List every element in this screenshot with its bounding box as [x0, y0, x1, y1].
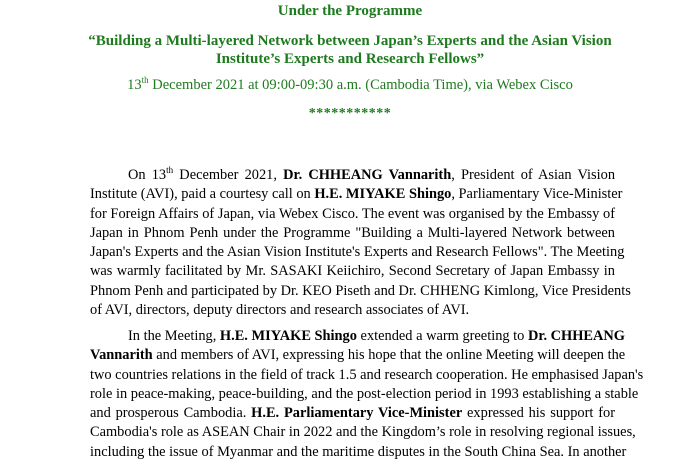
text-run: December 2021, — [173, 167, 284, 183]
paragraph-1-line — [90, 185, 623, 204]
text-run: and prosperous Cambodia. — [90, 405, 252, 422]
paragraph-2 — [90, 327, 644, 462]
paragraph-1-line — [90, 166, 615, 185]
text-run: In the Meeting, — [128, 328, 220, 344]
paragraph-2-line: two countries relations in the field of track 1.5 and research cooperation. He emphasised Japan's — [90, 366, 644, 383]
event-date-day: 13 — [127, 77, 142, 93]
person-name-bold: H.E. MIYAKE Shingo — [314, 186, 452, 203]
paragraph-2-line — [90, 327, 625, 346]
paragraph-1-line: was warmly facilitated by Mr. SASAKI Keiichiro, Second Secretary of Japan Embassy in — [90, 263, 615, 280]
text-run: On 13 — [128, 167, 167, 183]
paragraph-1-line: Japan's Experts and the Asian Vision Institute's Experts and Research Fellows". The Meeting — [90, 244, 625, 261]
programme-title-line-1: “Building a Multi-layered Network between Japan’s Experts and the Asian Vision — [88, 33, 612, 49]
text-run: , President of Asian Vision — [451, 167, 616, 183]
title-bold: H.E. Parliamentary Vice-Minister — [251, 405, 463, 422]
text-run: Institute (AVI), paid a courtesy call on — [90, 186, 315, 203]
separator-stars: *********** — [308, 106, 392, 121]
paragraph-1-line: of AVI, directors, deputy directors and research associates of AVI. — [90, 302, 470, 319]
event-date — [0, 75, 700, 95]
paragraph-2-line: Cambodia's role as ASEAN Chair in 2022 and the Kingdom’s role in resolving regional issues, — [90, 424, 636, 441]
paragraph-1-line: Phnom Penh and participated by Dr. KEO Piseth and Dr. CHHENG Kimlong, Vice Presidents — [90, 282, 631, 299]
paragraph-1-line: Japan in Phnom Penh under the Programme "Building a Multi-layered Network between — [90, 224, 615, 241]
event-date-rest: December 2021 at 09:00-09:30 a.m. (Cambodia Time), via Webex Cisco — [148, 77, 573, 93]
programme-intro: Under the Programme — [277, 3, 423, 19]
text-run: expressed his support for — [462, 405, 615, 422]
paragraph-1-line: for Foreign Affairs of Japan, via Webex Cisco. The event was organised by the Embassy of — [90, 205, 615, 222]
event-date-suffix: th — [141, 75, 149, 85]
paragraph-2-line — [90, 346, 626, 365]
paragraph-2-line: including the issue of Myanmar and the maritime disputes in the South China Sea. In another — [90, 443, 627, 460]
programme-title-line-2: Institute’s Experts and Research Fellows” — [215, 51, 485, 67]
paragraph-1 — [90, 165, 631, 320]
person-name-bold: Dr. CHHEANG — [527, 328, 625, 344]
text-superscript: th — [166, 165, 174, 175]
text-run: extended a warm greeting to — [356, 328, 528, 344]
paragraph-2-line: role in peace-making, peace-building, and the post-election period in 1993 establishing a stable — [90, 385, 639, 402]
text-run: and members of AVI, expressing his hope that the online Meeting will deepen the — [152, 347, 626, 364]
paragraph-2-line — [90, 404, 615, 423]
text-run: , Parliamentary Vice-Minister — [451, 186, 623, 203]
person-name-bold: H.E. MIYAKE Shingo — [219, 328, 357, 344]
person-name-bold: Dr. CHHEANG Vannarith — [283, 167, 452, 183]
person-name-bold: Vannarith — [90, 347, 153, 364]
